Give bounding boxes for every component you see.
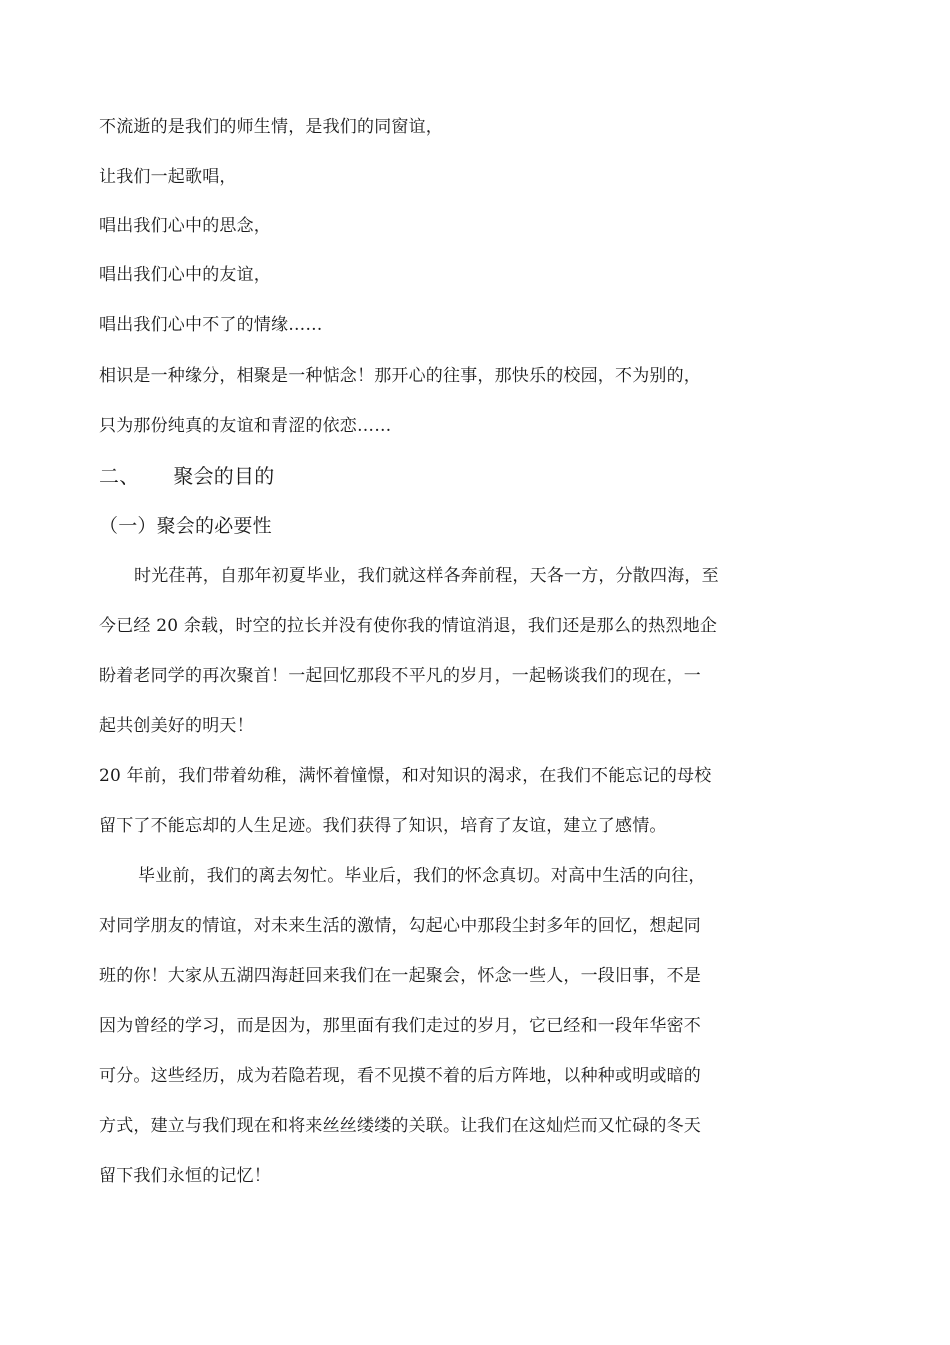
paragraph3-line-1: 毕业前，我们的离去匆忙。毕业后，我们的怀念真切。对高中生活的向往，: [138, 866, 706, 886]
paragraph1-line-3: 盼着老同学的再次聚首！一起回忆那段不平凡的岁月，一起畅谈我们的现在，一: [99, 666, 701, 686]
section-title: 聚会的目的: [173, 464, 275, 488]
paragraph2-line-1: 20 年前，我们带着幼稚，满怀着憧憬，和对知识的渴求，在我们不能忘记的母校: [99, 766, 712, 786]
paragraph3-line-5: 可分。这些经历，成为若隐若现，看不见摸不着的后方阵地，以种种或明或暗的: [99, 1066, 701, 1086]
poem-line-5: 唱出我们心中不了的情缘……: [99, 315, 323, 335]
poem-line-4: 唱出我们心中的友谊，: [99, 265, 271, 285]
poem-line-1: 不流逝的是我们的师生情，是我们的同窗谊，: [99, 117, 443, 137]
paragraph3-line-3: 班的你！大家从五湖四海赶回来我们在一起聚会，怀念一些人，一段旧事，不是: [99, 966, 701, 986]
paragraph1-line-2: 今已经 20 余载，时空的拉长并没有使你我的情谊消退，我们还是那么的热烈地企: [99, 616, 718, 636]
poem-line-2: 让我们一起歌唱，: [99, 167, 237, 187]
paragraph3-line-6: 方式，建立与我们现在和将来丝丝缕缕的关联。让我们在这灿烂而又忙碌的冬天: [99, 1116, 701, 1136]
paragraph2-line-2: 留下了不能忘却的人生足迹。我们获得了知识，培育了友谊，建立了感情。: [99, 816, 667, 836]
section-heading: [99, 464, 274, 488]
poem-line-6: 相识是一种缘分，相聚是一种惦念！那开心的往事，那快乐的校园，不为别的，: [99, 366, 701, 386]
paragraph3-line-7: 留下我们永恒的记忆！: [99, 1166, 271, 1186]
poem-line-7: 只为那份纯真的友谊和青涩的依恋……: [99, 416, 392, 436]
paragraph3-line-2: 对同学朋友的情谊，对未来生活的激情，勾起心中那段尘封多年的回忆，想起同: [99, 916, 701, 936]
poem-line-3: 唱出我们心中的思念，: [99, 216, 271, 236]
section-number: 二、: [99, 464, 140, 488]
paragraph1-line-1: 时光荏苒，自那年初夏毕业，我们就这样各奔前程，天各一方，分散四海，至: [134, 566, 719, 586]
paragraph3-line-4: 因为曾经的学习，而是因为，那里面有我们走过的岁月，它已经和一段年华密不: [99, 1016, 701, 1036]
paragraph1-line-4: 起共创美好的明天！: [99, 716, 254, 736]
subsection-heading: （一）聚会的必要性: [99, 515, 272, 537]
